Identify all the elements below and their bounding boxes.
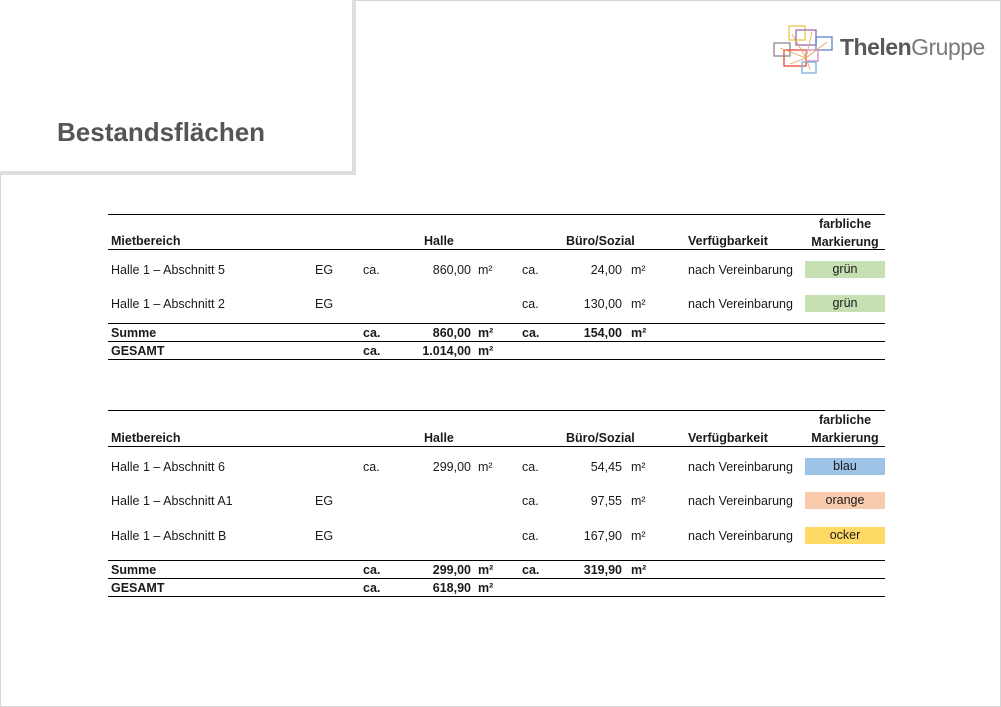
summe-halle-value: 860,00 <box>432 326 471 340</box>
header-markierung-line2: Markierung <box>811 235 879 249</box>
row-buero-value: 167,90 <box>583 529 622 543</box>
summe-halle-unit: m² <box>478 563 494 577</box>
row-buero-value: 24,00 <box>590 263 622 277</box>
table-bottom-rule <box>108 359 885 360</box>
summe-halle-unit: m² <box>478 326 494 340</box>
row-buero-ca: ca. <box>522 529 539 543</box>
summe-buero-unit: m² <box>631 563 647 577</box>
gesamt-label: GESAMT <box>111 581 165 595</box>
row-availability: nach Vereinbarung <box>688 297 793 311</box>
row-buero-value: 97,55 <box>590 494 622 508</box>
header-markierung-line1: farbliche <box>818 413 872 427</box>
row-name: Halle 1 – Abschnitt B <box>111 529 227 543</box>
summe-rule <box>108 560 885 561</box>
gesamt-ca: ca. <box>363 344 381 358</box>
summe-rule <box>108 323 885 324</box>
header-rule <box>108 446 885 447</box>
row-availability: nach Vereinbarung <box>688 263 793 277</box>
color-marker-badge: orange <box>805 492 885 509</box>
row-buero-ca: ca. <box>522 263 539 277</box>
header-mietbereich: Mietbereich <box>111 431 181 445</box>
row-floor: EG <box>315 297 334 311</box>
gesamt-value: 1.014,00 <box>422 344 471 358</box>
header-verfuegbarkeit: Verfügbarkeit <box>688 431 768 445</box>
gesamt-ca: ca. <box>363 581 381 595</box>
color-marker-badge: ocker <box>805 527 885 544</box>
logo-text-bold: Thelen <box>840 34 912 60</box>
summe-halle-ca: ca. <box>363 563 381 577</box>
gesamt-value: 618,90 <box>432 581 471 595</box>
gesamt-rule <box>108 578 885 579</box>
header-verfuegbarkeit: Verfügbarkeit <box>688 234 768 248</box>
gesamt-unit: m² <box>478 581 494 595</box>
row-buero-ca: ca. <box>522 494 539 508</box>
gesamt-rule <box>108 341 885 342</box>
row-name: Halle 1 – Abschnitt A1 <box>111 494 233 508</box>
row-availability: nach Vereinbarung <box>688 529 793 543</box>
row-floor: EG <box>315 494 334 508</box>
header-rule <box>108 249 885 250</box>
row-buero-unit: m² <box>631 460 646 474</box>
row-availability: nach Vereinbarung <box>688 494 793 508</box>
area-table-1 <box>108 214 885 360</box>
header-mietbereich: Mietbereich <box>111 234 181 248</box>
row-floor: EG <box>315 263 334 277</box>
row-buero-unit: m² <box>631 297 646 311</box>
summe-halle-value: 299,00 <box>432 563 471 577</box>
header-halle: Halle <box>424 234 454 248</box>
summe-buero-ca: ca. <box>522 563 540 577</box>
row-buero-value: 54,45 <box>590 460 622 474</box>
summe-halle-ca: ca. <box>363 326 381 340</box>
header-markierung-line1: farbliche <box>818 217 872 231</box>
table-top-rule <box>108 214 885 215</box>
summe-buero-value: 154,00 <box>583 326 622 340</box>
row-floor: EG <box>315 529 334 543</box>
summe-buero-value: 319,90 <box>583 563 622 577</box>
header-buero: Büro/Sozial <box>566 234 635 248</box>
area-table-2 <box>108 410 885 597</box>
row-name: Halle 1 – Abschnitt 5 <box>111 263 225 277</box>
row-buero-unit: m² <box>631 529 646 543</box>
summe-buero-ca: ca. <box>522 326 540 340</box>
color-marker-badge: grün <box>805 295 885 312</box>
row-halle-value: 299,00 <box>432 460 471 474</box>
logo-mark-icon <box>772 24 834 76</box>
row-name: Halle 1 – Abschnitt 6 <box>111 460 225 474</box>
row-halle-unit: m² <box>478 263 493 277</box>
logo-text-light: Gruppe <box>911 34 985 60</box>
row-name: Halle 1 – Abschnitt 2 <box>111 297 225 311</box>
row-buero-unit: m² <box>631 263 646 277</box>
table-bottom-rule <box>108 596 885 597</box>
page-title: Bestandsflächen <box>57 117 266 147</box>
table-top-rule <box>108 410 885 411</box>
summe-label: Summe <box>111 326 157 340</box>
row-halle-ca: ca. <box>363 460 380 474</box>
title-panel <box>0 0 356 175</box>
row-buero-unit: m² <box>631 494 646 508</box>
row-availability: nach Vereinbarung <box>688 460 793 474</box>
thelen-gruppe-logo <box>772 24 987 76</box>
summe-label: Summe <box>111 563 157 577</box>
header-markierung-line2: Markierung <box>811 431 879 445</box>
gesamt-label: GESAMT <box>111 344 165 358</box>
row-buero-ca: ca. <box>522 297 539 311</box>
gesamt-unit: m² <box>478 344 494 358</box>
row-buero-value: 130,00 <box>583 297 622 311</box>
summe-buero-unit: m² <box>631 326 647 340</box>
row-halle-ca: ca. <box>363 263 380 277</box>
row-halle-value: 860,00 <box>432 263 471 277</box>
row-buero-ca: ca. <box>522 460 539 474</box>
row-halle-unit: m² <box>478 460 493 474</box>
color-marker-badge: grün <box>805 261 885 278</box>
header-buero: Büro/Sozial <box>566 431 635 445</box>
header-halle: Halle <box>424 431 454 445</box>
color-marker-badge: blau <box>805 458 885 475</box>
logo-text <box>840 34 985 61</box>
